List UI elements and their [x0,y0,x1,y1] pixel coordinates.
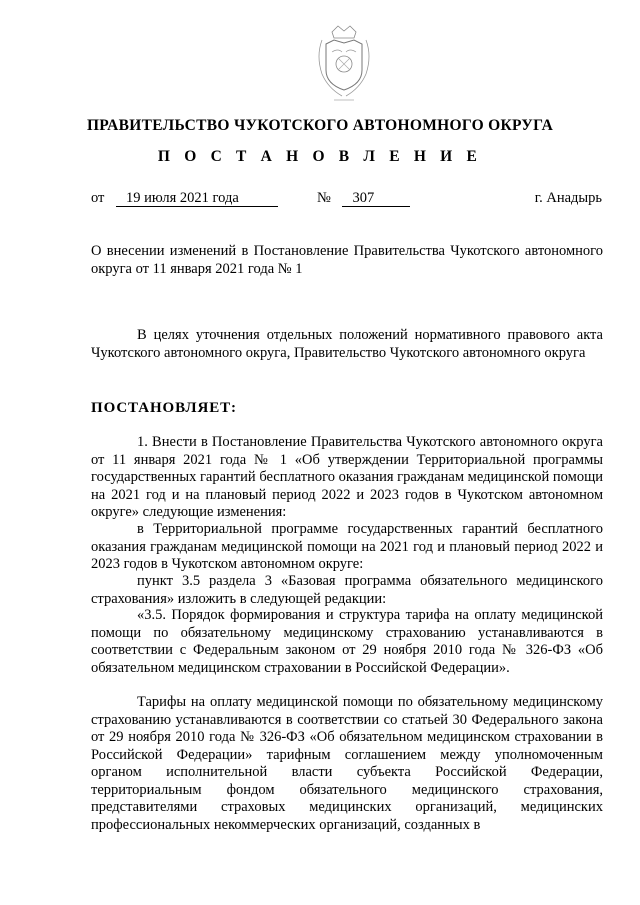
number-line [317,190,410,207]
paragraph-4: «3.5. Порядок формирования и структура тарифа на оплату медицинской помощи по обязательному медицинскому страхованию устанавливаются в соответствии с Федеральным законом от 29 ноября 2010 года № 326-ФЗ «Об обязательном медицинском страховании в Российской Федерации». [91,607,603,676]
document-number: 307 [342,191,410,207]
coat-of-arms-emblem [312,22,376,106]
date-line [91,190,278,207]
paragraph-1: 1. Внести в Постановление Правительства Чукотского автономного округа от 11 января 2021 года № 1 «Об утверждении Территориальной программы государственных гарантий бесплатного оказания гражданам медицинской помощи на 2021 год и на плановый период 2022 и 2023 годов в Чукотском автономном округе» следующие изменения: [91,434,603,520]
decree-heading: ПОСТАНОВЛЯЕТ: [91,400,237,416]
paragraph-5: Тарифы на оплату медицинской помощи по обязательному медицинскому страхованию устанавливаются в соответствии со статьей 30 Федерального закона от 29 ноября 2010 года № 326-ФЗ «Об обязательном медицинском страховании в Российской Федерации» тарифным соглашением между уполномоченным органом исполнительной власти субъекта Российской Федерации, территориальным фондом обязательного медицинского страхования, представителями страховых медицинских организаций, медицинских профессиональных некоммерческих организаций, созданных в [91,694,603,833]
date-prefix: от [91,190,105,206]
government-title: ПРАВИТЕЛЬСТВО ЧУКОТСКОГО АВТОНОМНОГО ОКРУГА [86,117,554,134]
document-subject: О внесении изменений в Постановление Правительства Чукотского автономного округа от 11 января 2021 года № 1 [91,243,603,277]
preamble: В целях уточнения отдельных положений нормативного правового акта Чукотского автономного округа, Правительство Чукотского автономного округа [91,327,603,361]
document-date: 19 июля 2021 года [116,191,278,207]
document-type: П О С Т А Н О В Л Е Н И Е [157,148,483,165]
document-place: г. Анадырь [534,190,602,206]
number-prefix: № [317,190,331,206]
paragraph-2: в Территориальной программе государственных гарантий бесплатного оказания гражданам медицинской помощи на 2021 год и плановый период 2022 и 2023 годов в Чукотском автономном округе: [91,521,603,572]
paragraph-3: пункт 3.5 раздела 3 «Базовая программа обязательного медицинского страхования» изложить в следующей редакции: [91,573,603,607]
